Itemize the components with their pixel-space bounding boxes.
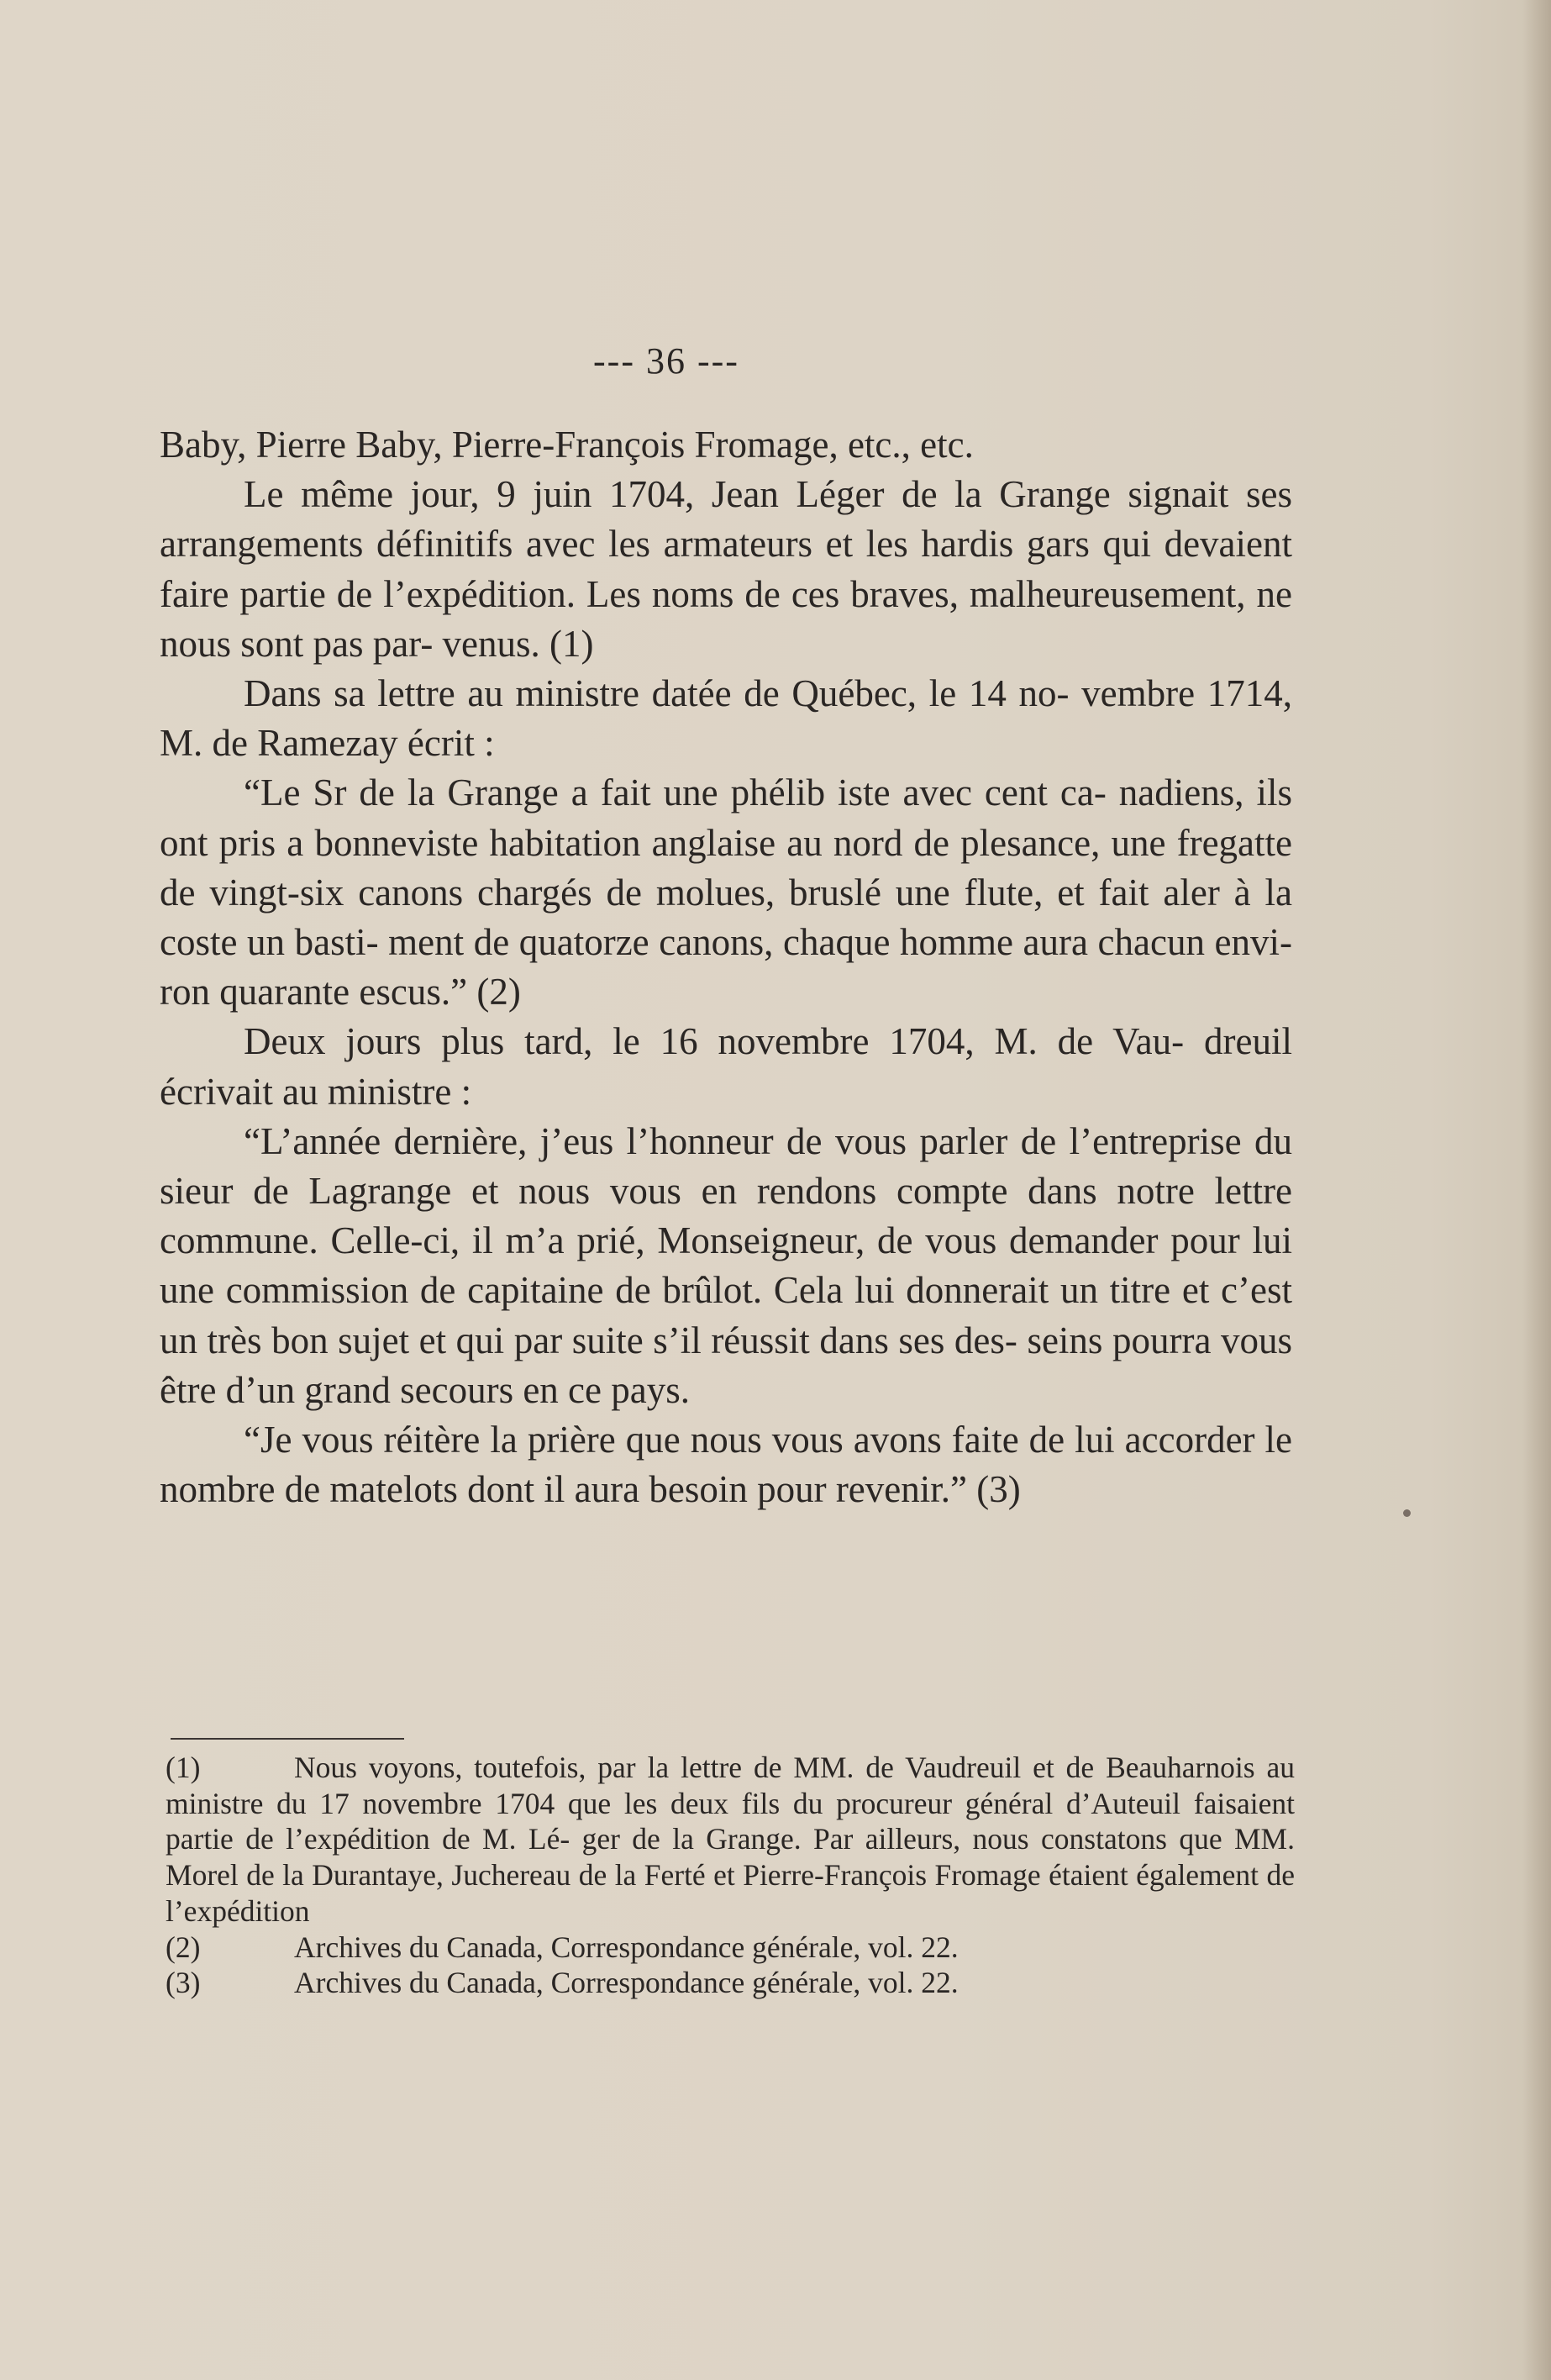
page-edge-shadow: [1522, 0, 1551, 2380]
footnotes: [166, 1750, 1295, 2001]
footnote-text: Archives du Canada, Correspondance générale, vol. 22.: [294, 1966, 959, 2000]
footnote: [166, 1965, 1295, 2001]
paragraph: Le même jour, 9 juin 1704, Jean Léger de la Grange signait ses arrangements définitifs avec les armateurs et les hardis gars qui devaient faire partie de l’expédition. Les noms de ces braves, malheureusement, ne nous sont pas par- venus. (1): [160, 473, 1292, 665]
paragraph: Dans sa lettre au ministre datée de Québec, le 14 no- vembre 1714, M. de Ramezay écrit :: [160, 672, 1292, 765]
paper-speck: [1403, 1509, 1411, 1517]
paragraph: Baby, Pierre Baby, Pierre-François Fromage, etc., etc.: [160, 424, 974, 466]
quoted-paragraph: “Le Sr de la Grange a fait une phélib iste avec cent ca- nadiens, ils ont pris a bonneviste habitation anglaise au nord de plesance, une fregatte de vingt-six canons chargés de molues, bruslé une flute, et fait aler à la coste un basti- ment de quatorze canons, chaque homme aura chacun envi- ron quarante escus.” (2): [160, 771, 1292, 1014]
footnote: [166, 1930, 1295, 1966]
footnote-text: Nous voyons, toutefois, par la lettre de MM. de Vaudreuil et de Beauharnois au ministre du 17 novembre 1704 que les deux fils du procureur général d’Auteuil faisaient partie de l’expédition de M. Lé- ger de la Grange. Par ailleurs, nous constatons que MM. Morel de la Durantaye, Juchereau de la Ferté et Pierre-François Fromage étaient également de l’expédition: [166, 1751, 1295, 1928]
footnote-number: (1): [166, 1751, 201, 1784]
page-number: --- 36 ---: [593, 340, 739, 382]
footnote-divider: [171, 1738, 404, 1740]
footnote-number: (2): [166, 1930, 201, 1964]
paragraph: Deux jours plus tard, le 16 novembre 1704, M. de Vau- dreuil écrivait au ministre :: [160, 1020, 1292, 1113]
quoted-paragraph: “Je vous réitère la prière que nous vous avons faite de lui accorder le nombre de matelots dont il aura besoin pour revenir.” (3): [160, 1419, 1292, 1511]
footnote-text: Archives du Canada, Correspondance générale, vol. 22.: [294, 1930, 959, 1964]
footnote-number: (3): [166, 1966, 201, 2000]
footnote: [166, 1750, 1295, 1930]
body-text: [160, 420, 1292, 1514]
quoted-paragraph: “L’année dernière, j’eus l’honneur de vous parler de l’entreprise du sieur de Lagrange et nous vous en rendons compte dans notre lettre commune. Celle-ci, il m’a prié, Monseigneur, de vous demander pour lui une commission de capitaine de brûlot. Cela lui donnerait un titre et c’est un très bon sujet et qui par suite s’il réussit dans ses des- seins pourra vous être d’un grand secours en ce pays.: [160, 1119, 1292, 1411]
